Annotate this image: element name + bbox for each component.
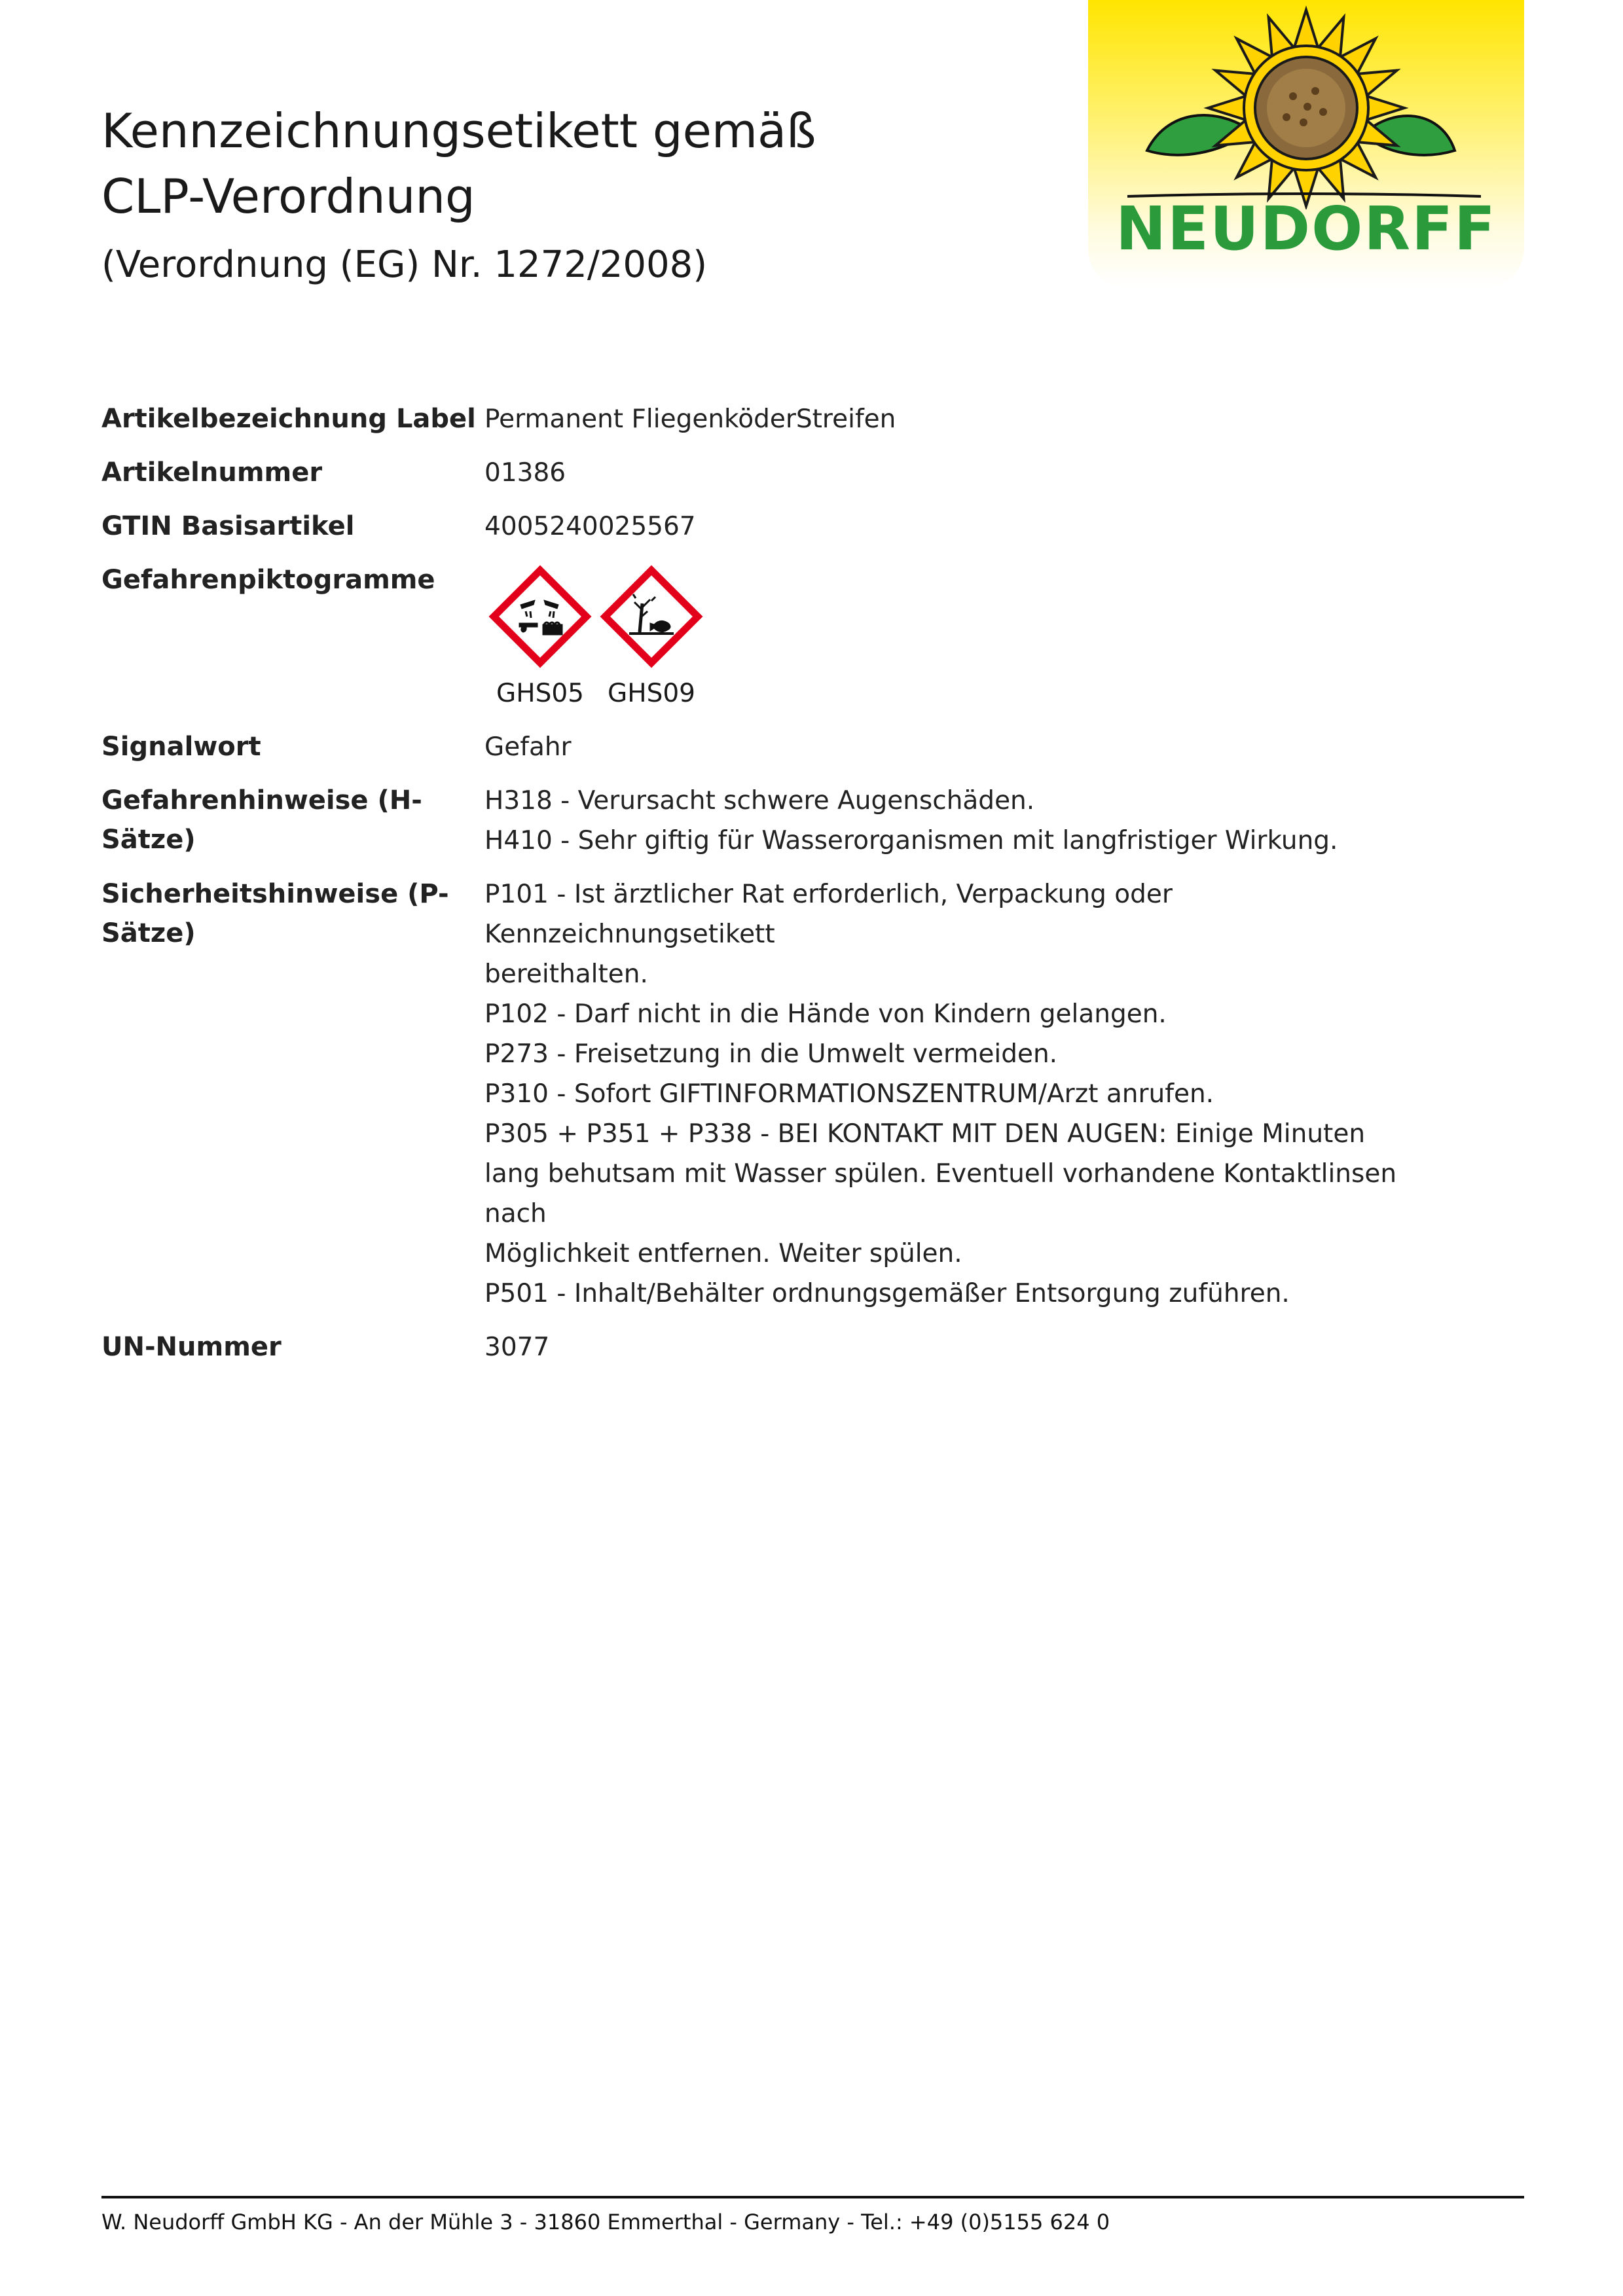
corrosion-icon	[488, 564, 593, 669]
field-label: Gefahrenpiktogramme	[101, 565, 435, 595]
field-row-signal-word	[101, 727, 1411, 767]
field-row-pictograms	[101, 560, 1411, 713]
field-label: UN-Nummer	[101, 1332, 282, 1362]
p-statement-line: P102 - Darf nicht in die Hände von Kindern gelangen.	[484, 999, 1167, 1029]
field-value: Gefahr	[484, 732, 572, 762]
field-label: GTIN Basisartikel	[101, 511, 355, 541]
environment-icon	[599, 564, 704, 669]
footer-address: W. Neudorff GmbH KG - An der Mühle 3 - 31860 Emmerthal - Germany - Tel.: +49 (0)5155 624 0	[101, 2210, 1110, 2234]
pictogram-code: GHS05	[496, 679, 584, 708]
field-row-article-name	[101, 399, 1411, 439]
title-line-2: CLP-Verordnung	[101, 169, 475, 224]
field-label: Signalwort	[101, 732, 261, 762]
neudorff-logo	[1088, 0, 1524, 288]
p-statement-line: P273 - Freisetzung in die Umwelt vermeiden.	[484, 1039, 1058, 1069]
p-statement-line: Möglichkeit entfernen. Weiter spülen.	[484, 1239, 962, 1268]
sunflower-logo-icon	[1088, 0, 1524, 209]
field-value: 01386	[484, 458, 566, 488]
label-fields-table	[101, 399, 1411, 1381]
field-value: 4005240025567	[484, 512, 696, 541]
field-value: 3077	[484, 1333, 550, 1362]
pictogram-code: GHS09	[608, 679, 695, 708]
field-label: Gefahrenhinweise (H-Sätze)	[101, 785, 422, 855]
page-subtitle: (Verordnung (EG) Nr. 1272/2008)	[101, 243, 708, 286]
field-row-h-statements	[101, 781, 1411, 861]
title-line-1: Kennzeichnungsetikett gemäß	[101, 103, 816, 158]
field-row-p-statements	[101, 874, 1411, 1314]
p-statement-line: P310 - Sofort GIFTINFORMATIONSZENTRUM/Arzt anrufen.	[484, 1079, 1214, 1109]
field-label: Artikelbezeichnung Label	[101, 404, 476, 434]
brand-name: NEUDORFF	[1116, 194, 1497, 264]
field-label: Artikelnummer	[101, 457, 323, 488]
field-value: Permanent FliegenköderStreifen	[484, 404, 896, 434]
p-statement-line: P501 - Inhalt/Behälter ordnungsgemäßer Entsorgung zuführen.	[484, 1279, 1290, 1308]
field-label: Sicherheitshinweise (P-Sätze)	[101, 879, 449, 948]
field-row-article-number	[101, 453, 1411, 493]
footer-divider	[101, 2196, 1524, 2198]
page-title	[101, 98, 816, 229]
field-value	[484, 874, 1411, 1314]
field-value	[484, 781, 1338, 861]
field-row-un-number	[101, 1327, 1411, 1367]
h-statement-line: H318 - Verursacht schwere Augenschäden.	[484, 786, 1035, 816]
p-statement-line: P101 - Ist ärztlicher Rat erforderlich, Verpackung oder Kennzeichnungsetikett	[484, 880, 1173, 949]
pictogram-ghs09	[596, 560, 707, 713]
pictogram-list	[484, 560, 707, 713]
p-statement-line: bereithalten.	[484, 960, 648, 989]
h-statement-line: H410 - Sehr giftig für Wasserorganismen mit langfristiger Wirkung.	[484, 826, 1338, 855]
p-statement-line: lang behutsam mit Wasser spülen. Eventuell vorhandene Kontaktlinsen nach	[484, 1159, 1397, 1229]
field-row-gtin	[101, 507, 1411, 547]
pictogram-ghs05	[484, 560, 596, 713]
p-statement-line: P305 + P351 + P338 - BEI KONTAKT MIT DEN AUGEN: Einige Minuten	[484, 1119, 1366, 1149]
